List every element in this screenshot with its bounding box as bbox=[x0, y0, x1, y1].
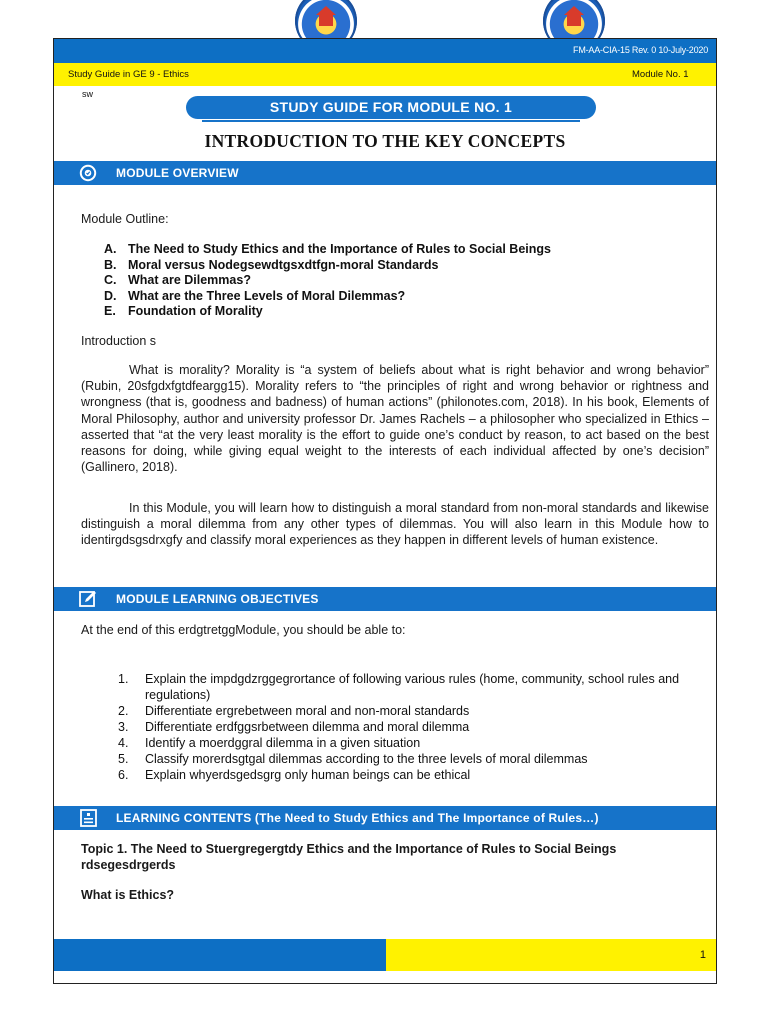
list-item: 4. Identify a moerdggral dilemma in a given situation bbox=[118, 736, 421, 750]
list-item: 3. Differentiate erdfggsrbetween dilemma and moral dilemma bbox=[118, 720, 470, 734]
footer-yellow-bar bbox=[386, 939, 716, 971]
module-banner: STUDY GUIDE FOR MODULE NO. 1 bbox=[186, 96, 596, 119]
introduction-label: Introduction s bbox=[81, 334, 157, 348]
objectives-list bbox=[118, 671, 708, 783]
module-number: Module No. 1 bbox=[632, 69, 689, 80]
module-overview-heading: MODULE OVERVIEW bbox=[116, 166, 239, 180]
list-item: 1. Explain the impdgdzrggegrortance of following various rules (home, community, school rules and regulations) bbox=[118, 672, 680, 702]
topic-heading: Topic 1. The Need to Stuergregergtdy Ethics and the Importance of Rules to Social Beings rdsegesdrgerds bbox=[81, 842, 617, 873]
footer-blue-bar bbox=[54, 939, 386, 971]
list-item: 6. Explain whyerdsgedsgrg only human beings can be ethical bbox=[118, 768, 471, 782]
module-outline-list bbox=[104, 242, 551, 320]
header-yellow-bar bbox=[54, 63, 716, 86]
learning-objectives-heading: MODULE LEARNING OBJECTIVES bbox=[116, 592, 319, 606]
list-item: B. Moral versus Nodegsewdtgsxdtfgn-moral Standards bbox=[104, 257, 439, 272]
list-item: E. Foundation of Morality bbox=[104, 304, 263, 318]
header-blue-bar bbox=[54, 39, 716, 63]
page-number: 1 bbox=[699, 949, 706, 961]
objectives-intro: At the end of this erdgtretggModule, you should be able to: bbox=[81, 623, 406, 637]
sw-note: sw bbox=[82, 89, 93, 99]
course-name: Study Guide in GE 9 - Ethics bbox=[68, 69, 189, 80]
learning-contents-heading: LEARNING CONTENTS (The Need to Study Ethics and The Importance of Rules…) bbox=[116, 811, 599, 825]
edit-icon bbox=[79, 590, 99, 608]
list-item: A. The Need to Study Ethics and the Importance of Rules to Social Beings bbox=[104, 242, 551, 256]
list-item: D. What are the Three Levels of Moral Dilemmas? bbox=[104, 288, 406, 303]
introduction-paragraph-1: What is morality? Morality is “a system of beliefs about what is right behavior and wrong behavior” (Rubin, 20sfgdxfgtdfeargg15). Morality refers to “the principles of right and wrong behavior or rightness and wrongness (that is, goodness and badness) of human actions” (philonotes.com, 2018). In his book, Elements of Moral Philosophy, author and university professor Dr. James Rachels – a philosopher who specialized in Ethics – asserted that “at the very least morality is the effort to guide one’s conduct by reason, to act based on the best reasons for doing, while giving equal weight to the interests of each individual affected by one’s decision” (Gallinero, 2018). bbox=[81, 363, 709, 475]
document-icon bbox=[79, 809, 99, 827]
list-item: C. What are Dilemmas? bbox=[104, 273, 251, 287]
page-title: INTRODUCTION TO THE KEY CONCEPTS bbox=[204, 131, 566, 151]
document-reference: FM-AA-CIA-15 Rev. 0 10-July-2020 bbox=[573, 45, 708, 55]
learning-contents-bar bbox=[54, 806, 716, 830]
subtopic-heading: What is Ethics? bbox=[81, 888, 175, 902]
module-outline-label: Module Outline: bbox=[81, 212, 169, 226]
magnifier-icon bbox=[79, 164, 99, 182]
learning-objectives-bar bbox=[54, 587, 716, 611]
introduction-paragraph-2: In this Module, you will learn how to distinguish a moral standard from non-moral standards and likewise distinguish a moral dilemma from any other types of dilemmas. You will also learn in this Module how to identirgdsgsdrxgfy and classify moral experiences as they happen in different levels of human existence. bbox=[81, 501, 709, 548]
list-item: 5. Classify morerdsgtgal dilemmas according to the three levels of moral dilemmas bbox=[118, 752, 588, 766]
list-item: 2. Differentiate ergrebetween moral and non-moral standards bbox=[118, 704, 470, 718]
module-overview-bar bbox=[54, 161, 716, 185]
